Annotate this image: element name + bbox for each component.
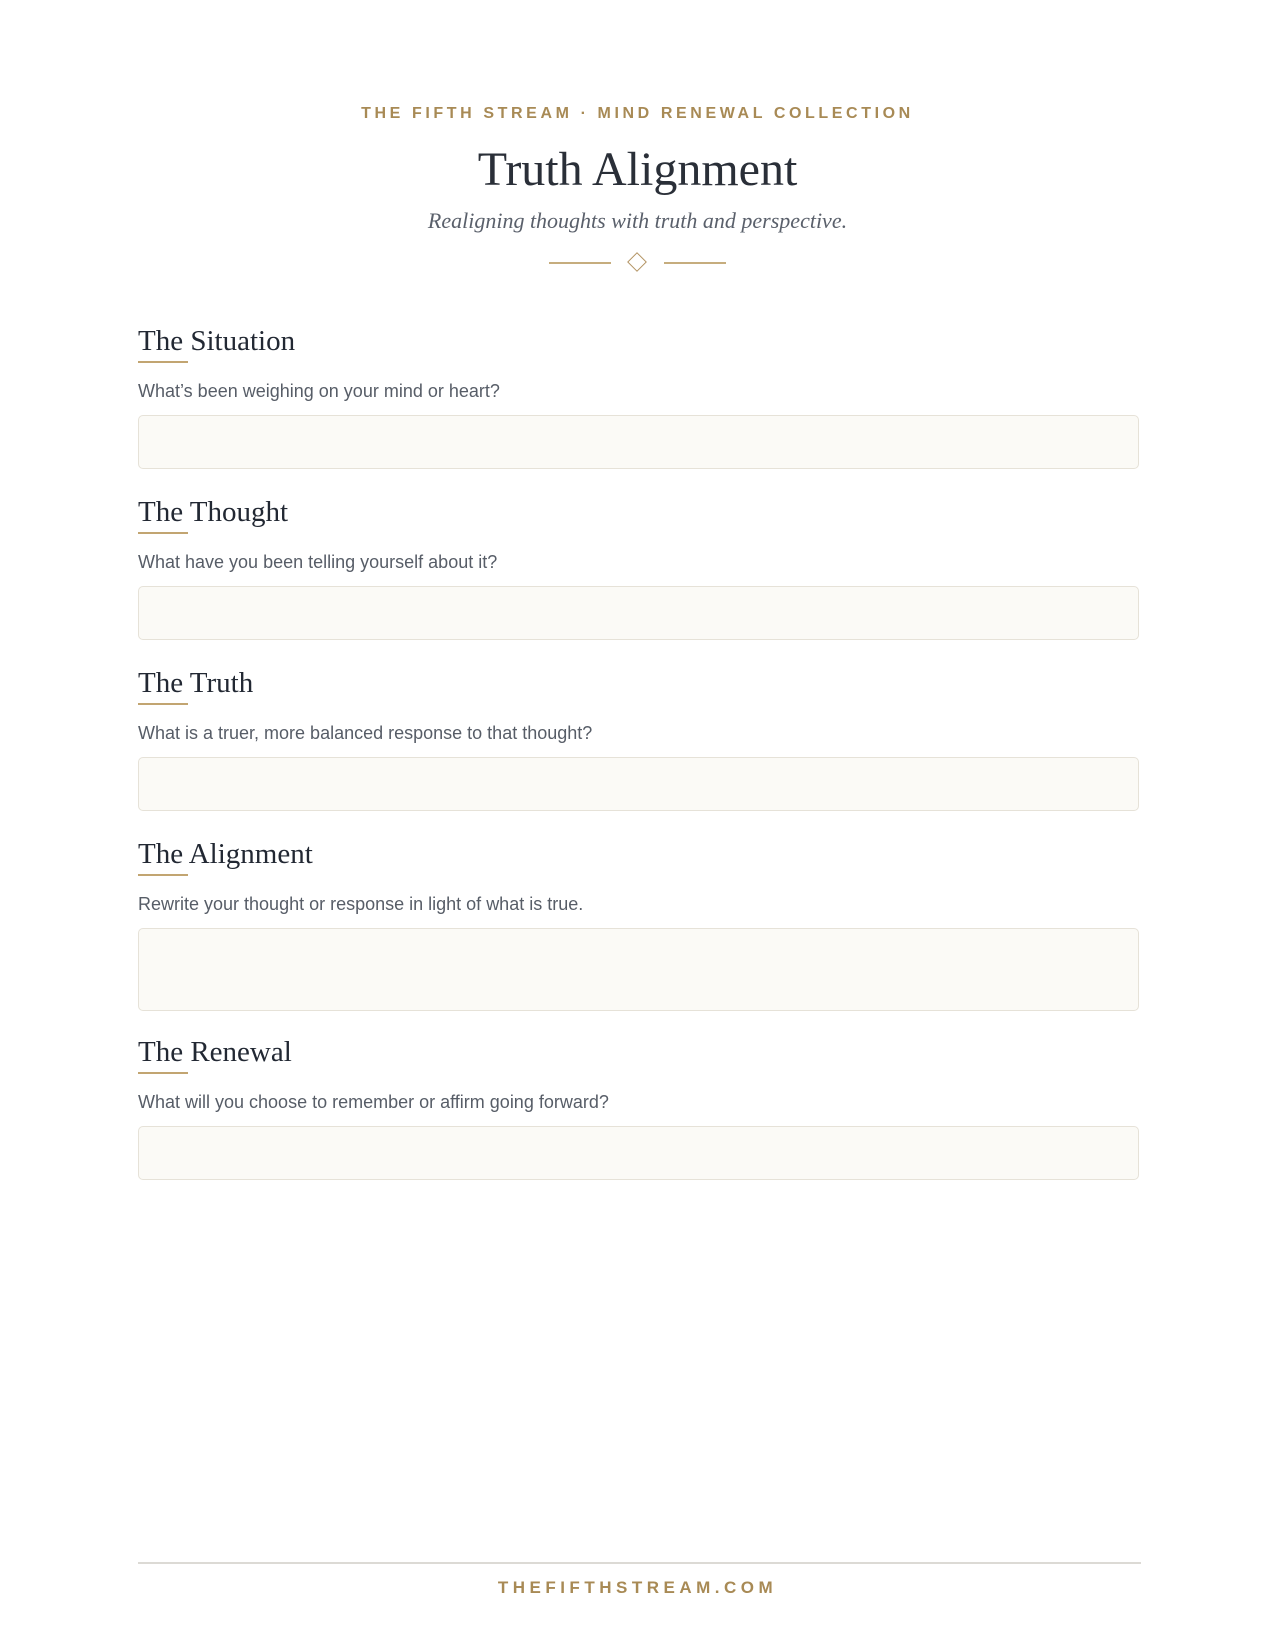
section-prompt: Rewrite your thought or response in light of what is true. [138,894,584,914]
section-heading: The Truth [138,667,254,699]
section-alignment [138,837,1141,1011]
section-situation [138,324,1141,469]
section-thought [138,495,1141,640]
page-header [0,104,1275,234]
section-prompt: What is a truer, more balanced response to that thought? [138,723,593,743]
heading-underline [138,703,188,705]
divider-line-right [664,262,726,264]
collection-eyebrow: THE FIFTH STREAM · MIND RENEWAL COLLECTION [361,105,914,122]
section-prompt: What will you choose to remember or affirm going forward? [138,1092,609,1112]
section-heading: The Alignment [138,838,313,870]
heading-underline [138,874,188,876]
section-prompt: What’s been weighing on your mind or heart? [138,381,500,401]
thought-field[interactable] [138,586,1139,640]
divider-line-left [549,262,611,264]
section-heading: The Thought [138,496,289,528]
section-heading: The Renewal [138,1036,292,1068]
diamond-icon [627,252,647,272]
footer-site-url: THEFIFTHSTREAM.COM [497,1578,778,1597]
renewal-field[interactable] [138,1126,1139,1180]
heading-underline [138,361,188,363]
page-subtitle: Realigning thoughts with truth and perspective. [427,208,848,233]
heading-underline [138,532,188,534]
section-prompt: What have you been telling yourself about it? [138,552,498,572]
diamond-divider [549,252,726,272]
alignment-field[interactable] [138,928,1139,1011]
footer-divider [138,1562,1141,1564]
page-title: Truth Alignment [477,143,798,196]
section-renewal [138,1035,1141,1180]
section-heading: The Situation [138,325,296,357]
section-truth [138,666,1141,811]
truth-field[interactable] [138,757,1139,811]
heading-underline [138,1072,188,1074]
situation-field[interactable] [138,415,1139,469]
